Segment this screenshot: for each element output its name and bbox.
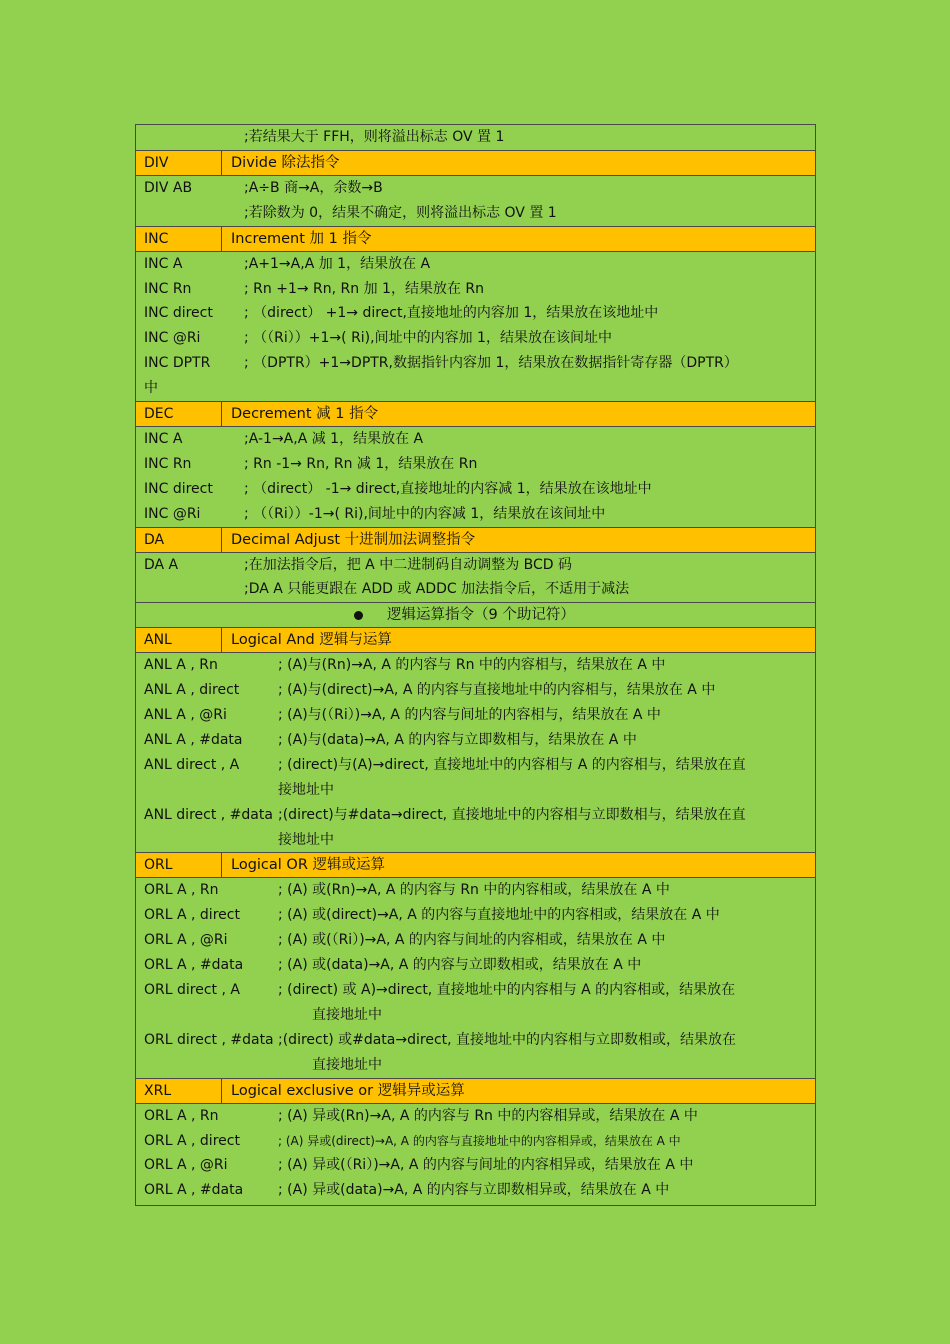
instruction-mnemonic: ORL direct , #data <box>144 1031 274 1048</box>
instruction-description: ; (A) 或(direct)→A, A 的内容与直接地址中的内容相或，结果放在 A 中 <box>278 907 720 924</box>
list-item <box>136 703 815 728</box>
dec-code: DEC <box>136 402 222 426</box>
instruction-mnemonic: INC @Ri <box>144 505 201 522</box>
list-item <box>136 301 815 326</box>
instruction-description: ; (A) 异或(direct)→A, A 的内容与直接地址中的内容相异或，结果放在 A 中 <box>278 1133 681 1148</box>
orl-header <box>136 852 815 877</box>
list-item <box>136 277 815 302</box>
instruction-description: ;DA A 只能更跟在 ADD 或 ADDC 加法指令后，不适用于减法 <box>244 581 630 598</box>
continuation-row <box>136 125 815 150</box>
list-item <box>136 577 815 602</box>
instruction-description: ;A-1→A,A 减 1，结果放在 A <box>244 431 424 448</box>
list-item <box>136 351 815 376</box>
list-item <box>136 1003 815 1028</box>
dec-title: Decrement 减 1 指令 <box>231 406 379 423</box>
instruction-mnemonic: ANL A , #data <box>144 732 243 749</box>
list-item <box>136 176 815 201</box>
instruction-description: ; (A)与(data)→A, A 的内容与立即数相与，结果放在 A 中 <box>278 732 637 749</box>
instruction-description: ; （direct） +1→ direct,直接地址的内容加 1，结果放在该地址中 <box>244 305 659 322</box>
list-item <box>136 928 815 953</box>
list-item <box>136 878 815 903</box>
da-body <box>136 552 815 603</box>
list-item <box>136 1153 815 1178</box>
instruction-mnemonic: ORL direct , A <box>144 982 240 999</box>
instruction-description: 直接地址中 <box>312 1006 382 1023</box>
div-title: Divide 除法指令 <box>231 154 340 171</box>
anl-code: ANL <box>136 628 222 652</box>
instruction-mnemonic: ORL A , direct <box>144 1132 240 1149</box>
instruction-description: ; (A)与(direct)→A, A 的内容与直接地址中的内容相与，结果放在 A 中 <box>278 682 716 699</box>
instruction-mnemonic: ANL A , direct <box>144 682 240 699</box>
instruction-mnemonic: INC A <box>144 255 183 272</box>
list-item <box>136 1053 815 1078</box>
instruction-description: ; (A) 异或(data)→A, A 的内容与立即数相异或，结果放在 A 中 <box>278 1182 670 1199</box>
instruction-description: 直接地址中 <box>312 1056 382 1073</box>
instruction-mnemonic: ORL A , Rn <box>144 882 219 899</box>
list-item <box>136 252 815 277</box>
instruction-description: ; (A)与(Rn)→A, A 的内容与 Rn 中的内容相与，结果放在 A 中 <box>278 657 666 674</box>
instruction-mnemonic: ANL direct , #data <box>144 806 273 823</box>
list-item <box>136 1028 815 1053</box>
instruction-description: ;若除数为 0，结果不确定，则将溢出标志 OV 置 1 <box>244 204 557 221</box>
instruction-description: ; Rn +1→ Rn, Rn 加 1，结果放在 Rn <box>244 280 484 297</box>
section-title: 逻辑运算指令（9 个助记符） <box>387 607 575 624</box>
instruction-mnemonic: DA A <box>144 556 179 573</box>
instruction-description: ; （DPTR）+1→DPTR,数据指针内容加 1，结果放在数据指针寄存器（DPTR） <box>244 355 738 372</box>
instruction-mnemonic: ANL direct , A <box>144 756 240 773</box>
instruction-description: ;(direct)与#data→direct, 直接地址中的内容相与立即数相与，结果放在直 <box>278 806 746 823</box>
instruction-description: ;若结果大于 FFH，则将溢出标志 OV 置 1 <box>244 129 505 145</box>
instruction-description: ;(direct) 或#data→direct, 直接地址中的内容相与立即数相或，结果放在 <box>278 1031 737 1048</box>
list-item <box>136 125 815 150</box>
dec-body <box>136 426 815 527</box>
instruction-description: ; (A) 异或(（Ri）)→A, A 的内容与间址的内容相异或，结果放在 A 中 <box>278 1157 694 1174</box>
xrl-header <box>136 1078 815 1103</box>
instruction-description: ; Rn -1→ Rn, Rn 减 1，结果放在 Rn <box>244 455 478 472</box>
list-item <box>136 778 815 803</box>
inc-title: Increment 加 1 指令 <box>231 230 372 247</box>
list-item <box>136 728 815 753</box>
orl-code: ORL <box>136 853 222 877</box>
orl-title: Logical OR 逻辑或运算 <box>231 857 386 874</box>
list-item <box>136 427 815 452</box>
xrl-title: Logical exclusive or 逻辑异或运算 <box>231 1082 465 1099</box>
list-item <box>136 678 815 703</box>
list-item <box>136 376 815 401</box>
instruction-description: ;在加法指令后，把 A 中二进制码自动调整为 BCD 码 <box>244 556 573 573</box>
inc-body <box>136 251 815 401</box>
list-item <box>136 653 815 678</box>
da-title: Decimal Adjust 十进制加法调整指令 <box>231 531 476 548</box>
da-code: DA <box>136 528 222 552</box>
da-header <box>136 527 815 552</box>
list-item <box>136 978 815 1003</box>
list-item <box>136 953 815 978</box>
orl-body <box>136 877 815 1077</box>
instruction-mnemonic: ORL A , direct <box>144 907 240 924</box>
list-item <box>136 553 815 578</box>
instruction-mnemonic: INC Rn <box>144 280 192 297</box>
list-item <box>136 1104 815 1129</box>
list-item <box>136 477 815 502</box>
instruction-description: ; (direct)与(A)→direct, 直接地址中的内容相与 A 的内容相与，结果放在直 <box>278 756 746 773</box>
list-item <box>136 753 815 778</box>
instruction-mnemonic: ANL A , @Ri <box>144 707 227 724</box>
instruction-mnemonic: ORL A , #data <box>144 957 244 974</box>
instruction-description: ; （direct） -1→ direct,直接地址的内容减 1，结果放在该地址中 <box>244 480 652 497</box>
instruction-description: ;A÷B 商→A，余数→B <box>244 179 383 196</box>
list-item <box>136 326 815 351</box>
anl-title: Logical And 逻辑与运算 <box>231 632 392 649</box>
xrl-body <box>136 1103 815 1206</box>
instruction-mnemonic: INC DPTR <box>144 355 211 372</box>
instruction-mnemonic: ORL A , #data <box>144 1182 244 1199</box>
instruction-description: ; (A) 异或(Rn)→A, A 的内容与 Rn 中的内容相异或，结果放在 A 中 <box>278 1107 698 1124</box>
list-item <box>136 502 815 527</box>
div-body <box>136 175 815 226</box>
instruction-mnemonic: DIV AB <box>144 179 193 196</box>
instruction-mnemonic: INC direct <box>144 305 213 322</box>
instruction-mnemonic: INC direct <box>144 480 213 497</box>
list-item <box>136 828 815 853</box>
div-code: DIV <box>136 151 222 175</box>
instruction-description: 接地址中 <box>278 831 334 848</box>
instruction-description: ; (A)与(（Ri）)→A, A 的内容与间址的内容相与，结果放在 A 中 <box>278 707 661 724</box>
anl-body <box>136 652 815 852</box>
div-header <box>136 150 815 175</box>
bullet-icon <box>354 611 363 620</box>
instruction-mnemonic: ORL A , Rn <box>144 1107 219 1124</box>
instruction-description: ; (A) 或(（Ri）)→A, A 的内容与间址的内容相或，结果放在 A 中 <box>278 932 666 949</box>
list-item <box>136 1178 815 1203</box>
instruction-mnemonic: ANL A , Rn <box>144 657 218 674</box>
section-title-row <box>136 602 815 627</box>
instruction-mnemonic: INC @Ri <box>144 330 201 347</box>
instruction-description: ; (A) 或(data)→A, A 的内容与立即数相或，结果放在 A 中 <box>278 957 642 974</box>
instruction-description: ; （（Ri））-1→( Ri),间址中的内容减 1，结果放在该间址中 <box>244 505 606 522</box>
instruction-description: ; (direct) 或 A)→direct, 直接地址中的内容相与 A 的内容相或，结果放在 <box>278 982 736 999</box>
anl-header <box>136 627 815 652</box>
instruction-table <box>135 124 816 1206</box>
instruction-description: 接地址中 <box>278 781 334 798</box>
list-item <box>136 452 815 477</box>
instruction-mnemonic: INC A <box>144 431 183 448</box>
list-item <box>136 803 815 828</box>
instruction-mnemonic: ORL A , @Ri <box>144 932 228 949</box>
instruction-mnemonic: 中 <box>144 380 158 397</box>
dec-header <box>136 401 815 426</box>
instruction-description: ; （（Ri））+1→( Ri),间址中的内容加 1，结果放在该间址中 <box>244 330 612 347</box>
xrl-code: XRL <box>136 1079 222 1103</box>
instruction-description: ; (A) 或(Rn)→A, A 的内容与 Rn 中的内容相或，结果放在 A 中 <box>278 882 670 899</box>
list-item <box>136 201 815 226</box>
instruction-description: ;A+1→A,A 加 1，结果放在 A <box>244 255 431 272</box>
instruction-mnemonic: ORL A , @Ri <box>144 1157 228 1174</box>
list-item <box>136 903 815 928</box>
inc-header <box>136 226 815 251</box>
instruction-mnemonic: INC Rn <box>144 455 192 472</box>
inc-code: INC <box>136 227 222 251</box>
list-item <box>136 1129 815 1154</box>
